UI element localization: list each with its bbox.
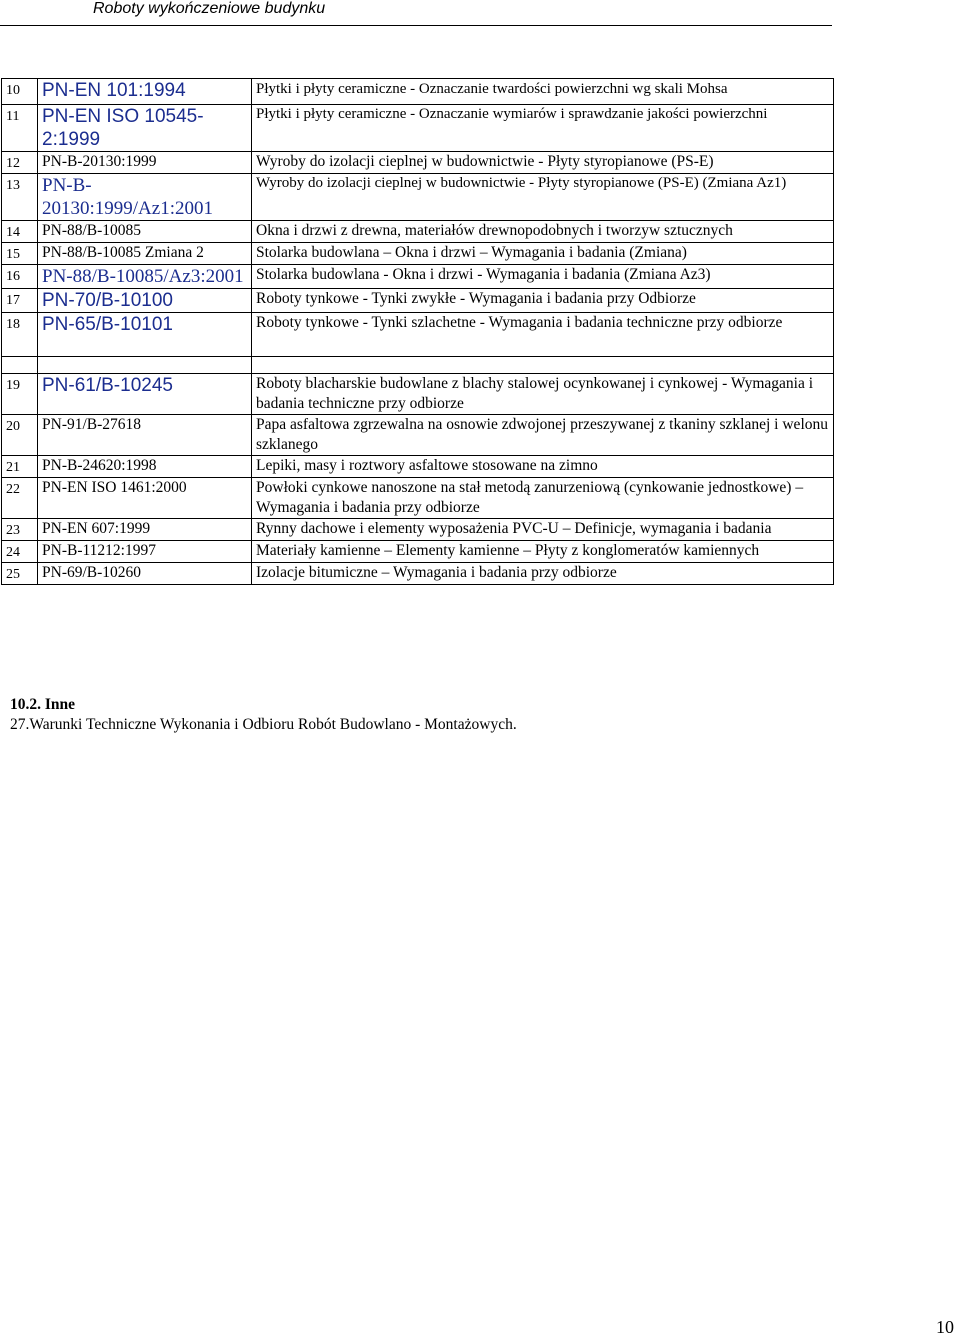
row-number: 18 [2,313,38,357]
standard-code: PN-88/B-10085/Az3:2001 [38,265,252,289]
standard-code: PN-EN ISO 10545-2:1999 [38,105,252,152]
table-row [2,313,834,357]
standard-code: PN-70/B-10100 [38,289,252,313]
standard-title: Płytki i płyty ceramiczne - Oznaczanie wymiarów i sprawdzanie jakości powierzchni [252,105,834,152]
standard-code: PN-69/B-10260 [38,563,252,585]
table-row [2,79,834,105]
row-number: 16 [2,265,38,289]
table-row [2,478,834,519]
standard-code: PN-65/B-10101 [38,313,252,357]
row-number: 11 [2,105,38,152]
standard-title: Płytki i płyty ceramiczne - Oznaczanie twardości powierzchni wg skali Mohsa [252,79,834,105]
empty-cell [2,357,38,374]
table-row [2,374,834,415]
table-row [2,541,834,563]
table-row [2,289,834,313]
standard-code: PN-B-20130:1999/Az1:2001 [38,174,252,221]
standard-title: Wyroby do izolacji cieplnej w budownictwie - Płyty styropianowe (PS-E) [252,152,834,174]
standard-title: Powłoki cynkowe nanoszone na stał metodą zanurzeniową (cynkowanie jednostkowe) – Wymagania i badania przy odbiorze [252,478,834,519]
standard-code: PN-EN 101:1994 [38,79,252,105]
row-number: 19 [2,374,38,415]
standard-code: PN-B-24620:1998 [38,456,252,478]
row-number: 15 [2,243,38,265]
standard-code: PN-EN ISO 1461:2000 [38,478,252,519]
row-number: 13 [2,174,38,221]
table-row [2,105,834,152]
standard-title: Okna i drzwi z drewna, materiałów drewnopodobnych i tworzyw sztucznych [252,221,834,243]
standard-title: Rynny dachowe i elementy wyposażenia PVC-U – Definicje, wymagania i badania [252,519,834,541]
empty-cell [252,357,834,374]
row-number: 14 [2,221,38,243]
row-number: 21 [2,456,38,478]
standard-code: PN-EN 607:1999 [38,519,252,541]
empty-cell [38,357,252,374]
standard-title: Wyroby do izolacji cieplnej w budownictwie - Płyty styropianowe (PS-E) (Zmiana Az1) [252,174,834,221]
standard-code: PN-61/B-10245 [38,374,252,415]
row-number: 12 [2,152,38,174]
row-number: 24 [2,541,38,563]
page-header-title: Roboty wykończeniowe budynku [93,0,326,17]
table-row [2,415,834,456]
row-number: 20 [2,415,38,456]
standard-title: Izolacje bitumiczne – Wymagania i badania przy odbiorze [252,563,834,585]
standard-title: Stolarka budowlana – Okna i drzwi – Wymagania i badania (Zmiana) [252,243,834,265]
page-number: 10 [936,1317,954,1337]
table-row [2,243,834,265]
standard-title: Stolarka budowlana - Okna i drzwi - Wymagania i badania (Zmiana Az3) [252,265,834,289]
standard-title: Lepiki, masy i roztwory asfaltowe stosowane na zimno [252,456,834,478]
table-row [2,563,834,585]
standard-code: PN-88/B-10085 Zmiana 2 [38,243,252,265]
table-row [2,174,834,221]
standard-title: Materiały kamienne – Elementy kamienne – Płyty z konglomeratów kamiennych [252,541,834,563]
row-number: 10 [2,79,38,105]
standard-title: Papa asfaltowa zgrzewalna na osnowie zdwojonej przeszywanej z tkaniny szklanej i welonu szklanego [252,415,834,456]
row-number: 17 [2,289,38,313]
standard-code: PN-88/B-10085 [38,221,252,243]
standard-title: Roboty tynkowe - Tynki szlachetne - Wymagania i badania techniczne przy odbiorze [252,313,834,357]
standard-code: PN-91/B-27618 [38,415,252,456]
standards-table [1,78,834,585]
table-row [2,221,834,243]
table-row [2,265,834,289]
header-divider [0,25,832,26]
standard-code: PN-B-11212:1997 [38,541,252,563]
row-number: 23 [2,519,38,541]
table-row [2,456,834,478]
standard-title: Roboty blacharskie budowlane z blachy stalowej ocynkowanej i cynkowej - Wymagania i badania techniczne przy odbiorze [252,374,834,415]
standard-code: PN-B-20130:1999 [38,152,252,174]
row-number: 25 [2,563,38,585]
table-row [2,519,834,541]
section-heading: 10.2. Inne [10,696,76,713]
table-row [2,152,834,174]
row-number: 22 [2,478,38,519]
standard-title: Roboty tynkowe - Tynki zwykłe - Wymagania i badania przy Odbiorze [252,289,834,313]
section-list-item: 27.Warunki Techniczne Wykonania i Odbioru Robót Budowlano - Montażowych. [10,716,517,733]
empty-row [2,357,834,374]
